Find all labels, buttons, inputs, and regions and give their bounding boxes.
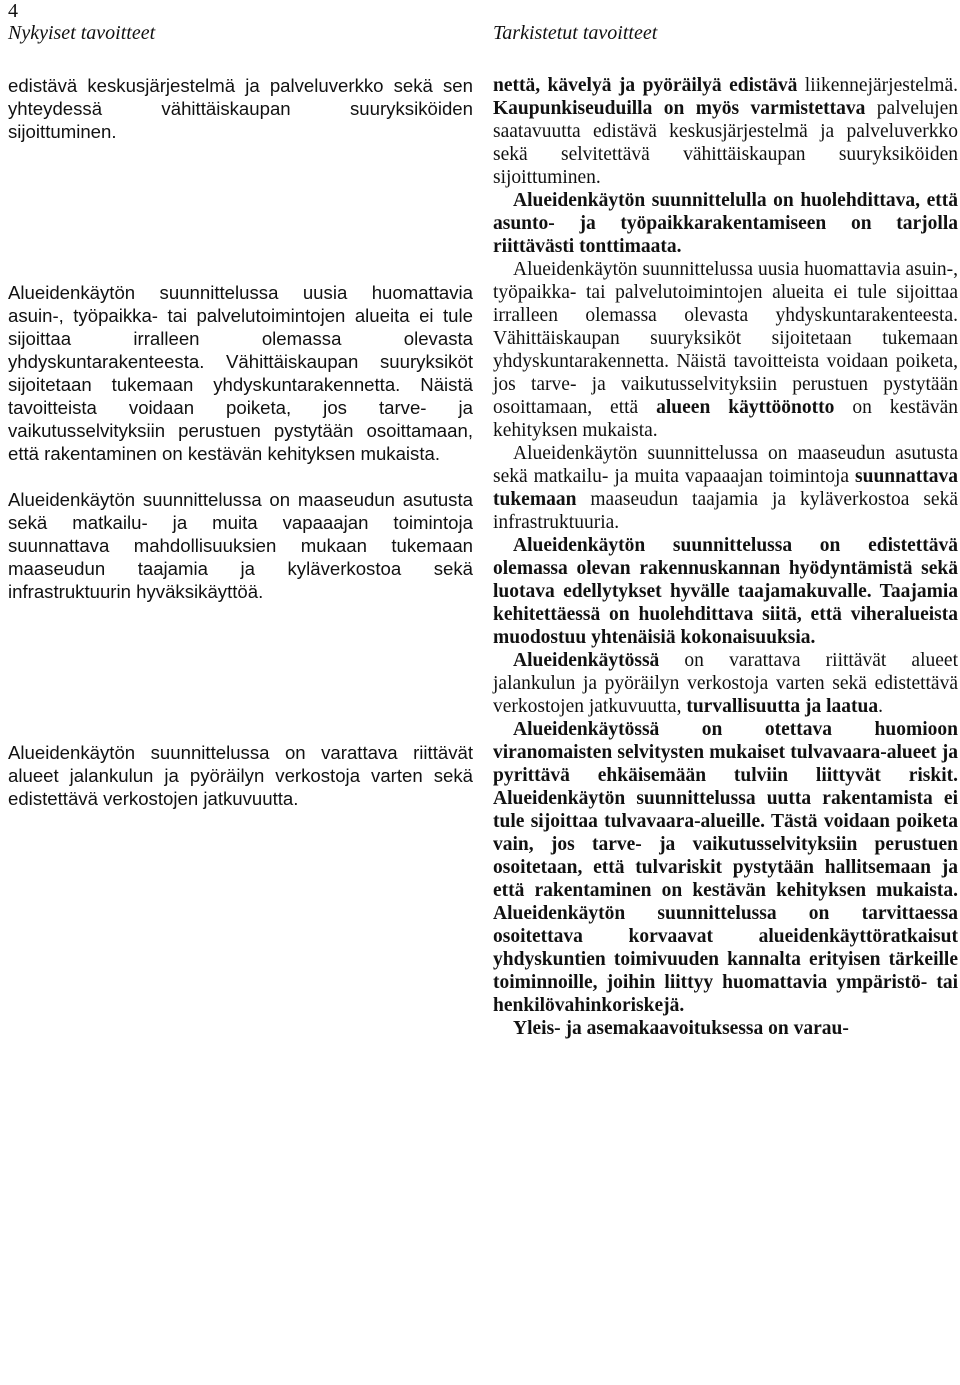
text: palvelujen saatavuutta edistävä keskusjärjestelmä ja palveluverkko sekä selvitettävä vähittäiskaupan suuryksiköiden sijoittuminen. [493,98,959,188]
left-paragraph-4: Alueidenkäytön suunnittelussa on varattava riittävät alueet jalankulun ja pyöräilyn verkostoja varten sekä edistettävä verkostojen jatkuvuutta. [8,742,473,809]
right-column-revised-goals [493,74,958,1040]
left-column-heading: Nykyiset tavoitteet [8,22,156,44]
text: on kestävän kehityksen mukaista. [493,397,958,441]
bold-text: Alueidenkäytössä on otettava huomioon viranomaisten selvitysten mukaiset tulvavaara-alueet ja pyrittävä ehkäisemään tulviin liittyvät riskit. Alueidenkäytön suunnittelussa uutta rakentamista ei tule sijoittaa tulvavaara-alueille. Tästä voidaan poiketa vain, jos tarve- ja vaikutusselvityksiin perustuen osoitetaan, että tulvariskit pystytään hallitsemaan ja että rakentaminen on kestävän kehityksen mukaista. Alueidenkäytön suunnittelussa on tarvittaessa osoitettava korvaavat alueidenkäyttöratkaisut yhdyskuntien toimivuuden kannalta erityisen tärkeille toiminnoille, joihin liittyy huomattavia ympäristö- tai henkilövahinkoriskejä. [493,719,958,1016]
right-paragraph-4 [493,442,958,534]
text: on varattava riittävät alueet jalankulun ja pyöräilyn verkostoja varten sekä edistettävä verkostojen jatkuvuutta, [493,650,958,717]
right-paragraph-8 [493,1017,958,1040]
left-column-current-goals [8,74,473,810]
left-paragraph-2: Alueidenkäytön suunnittelussa uusia huomattavia asuin-, työpaikka- tai palvelutoimintojen alueita ei tule sijoittaa irralleen olemassa olevasta yhdyskuntarakenteesta. Vähittäiskaupan suuryksiköt sijoitetaan tukemaan yhdyskuntarakennetta. Näistä tavoitteista voidaan poiketa, jos tarve- ja vaikutusselvityksiin perustuen pystytään osoittamaan, että rakentaminen on kestävän kehityksen mukaista. [8,282,473,464]
bold-text: Alueidenkäytön suunnittelulla on huolehdittava, että asunto- ja työpaikkarakentamiseen on tarjolla riittävästi tonttimaata. [493,190,958,257]
text: . [878,696,883,717]
text: liikennejärjestelmä. [797,75,959,96]
bold-text: Alueidenkäytön suunnittelussa on edistettävä olemassa olevan rakennuskannan hyödyntämistä sekä luotava edellytykset hyvälle taajamakuvalle. Taajamia kehitettäessä on huolehdittava siitä, että viheralueista muodostuu yhtenäisiä kokonaisuuksia. [493,535,958,648]
bold-text: Yleis- ja asemakaavoituksessa on varau- [513,1018,849,1039]
bold-text: nettä, kävelyä ja pyöräilyä edistävä [493,75,798,96]
right-paragraph-6 [493,649,958,718]
bold-text: turvallisuutta ja laatua [686,696,879,717]
right-paragraph-7 [493,718,958,1017]
bold-text: Kaupunkiseuduilla on myös varmistettava [493,98,866,119]
bold-text: suunnattava tukemaan [493,466,958,510]
bold-text: alueen käyttöönotto [656,397,835,418]
right-paragraph-1 [493,74,958,189]
left-paragraph-1: edistävä keskusjärjestelmä ja palveluverkko sekä sen yhteydessä vähittäiskaupan suuryksiköiden sijoittuminen. [8,75,473,142]
page-number: 4 [8,0,18,22]
right-paragraph-2 [493,189,958,258]
text: Alueidenkäytön suunnittelussa on maaseudun asutusta sekä matkailu- ja muita vapaaajan toimintoja [493,443,958,487]
text: Alueidenkäytön suunnittelussa uusia huomattavia asuin-, työpaikka- tai palvelutoimintojen alueita ei tule sijoittaa irralleen olemassa olevasta yhdyskuntarakenteesta. Vähittäiskaupan suuryksiköt sijoitetaan tukemaan yhdyskuntarakennetta. Näistä tavoitteista voidaan poiketa, jos tarve- ja vaikutusselvityksiin perustuen pystytään osoittamaan, että [493,259,958,418]
left-paragraph-3: Alueidenkäytön suunnittelussa on maaseudun asutusta sekä matkailu- ja muita vapaaajan toimintoja suunnattava mahdollisuuksien mukaan tukemaan maaseudun taajamia ja kyläverkostoa sekä infrastruktuurin hyväksikäyttöä. [8,489,473,602]
right-paragraph-5 [493,534,958,649]
right-paragraph-3 [493,258,958,442]
bold-text: Alueidenkäytössä [513,650,660,671]
right-column-heading: Tarkistetut tavoitteet [493,22,658,44]
text: maaseudun taajamia ja kyläverkostoa sekä infrastruktuuria. [493,489,958,533]
